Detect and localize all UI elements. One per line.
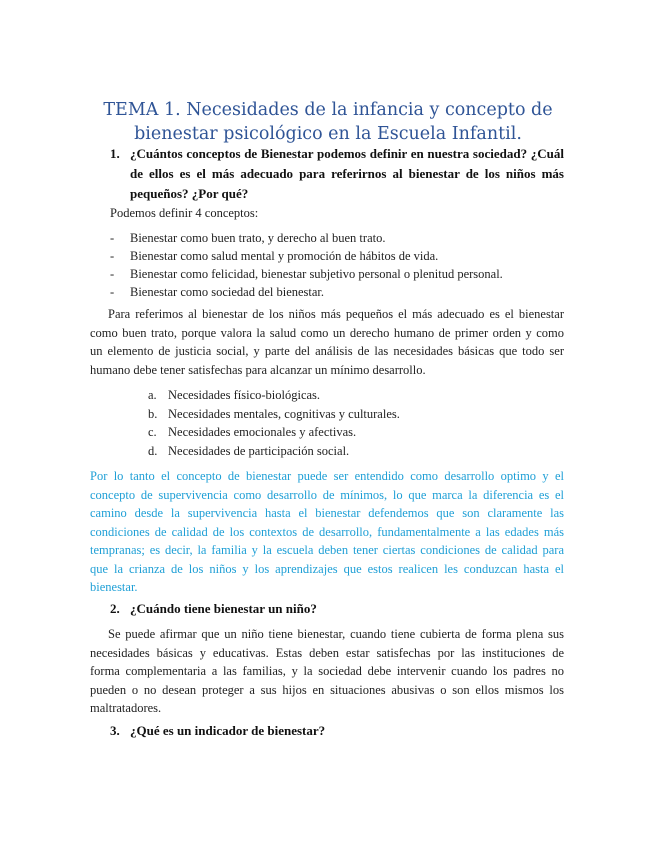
title-line-2: bienestar psicológico en la Escuela Infantil. — [134, 124, 522, 144]
paragraph-line: condiciones de calidad de los contextos de desarrollo, fundamentalmente a las edades más — [90, 524, 564, 539]
list-item — [148, 405, 400, 424]
bullet-dash: - — [110, 249, 115, 263]
paragraph-line: bienestar. — [90, 580, 138, 594]
paragraph-line: pueden o no desean proteger a sus hijos en situaciones abusivas o son ellos mismos los — [90, 682, 564, 697]
concepts-list — [110, 229, 503, 301]
need-text: Necesidades mentales, cognitivas y culturales. — [168, 406, 400, 421]
list-item — [110, 247, 503, 265]
list-marker: c. — [148, 425, 157, 439]
question-1-line: de ellos es el más adecuado para referirnos al bienestar de los niños más — [130, 166, 564, 181]
question-1-text — [130, 144, 564, 204]
list-item — [110, 265, 503, 283]
list-marker: d. — [148, 443, 158, 458]
paragraph-line: concepto de supervivencia como desarrollo de mínimos, lo que marca la diferencia es el — [90, 487, 564, 502]
paragraph-line: Para referimos al bienestar de los niños más pequeños el más adecuado es el bienestar — [108, 307, 564, 321]
needs-list — [148, 386, 400, 460]
page-title — [88, 98, 568, 146]
question-1-line: pequeños? ¿Por qué? — [130, 186, 249, 201]
question-3-number: 3. — [110, 723, 120, 738]
paragraph-line: que la crianza de los niños y los aprendizajes que estos realicen les conduzcan hasta el — [90, 561, 564, 576]
list-item — [148, 386, 400, 405]
bullet-dash: - — [110, 231, 115, 245]
paragraph-line: humano debe tener satisfechas para alcanzar un mínimo desarrollo. — [90, 362, 426, 377]
list-item — [110, 229, 503, 247]
need-text: Necesidades emocionales y afectivas. — [168, 425, 357, 439]
paragraph-line: un elemento de justicia social, y parte del análisis de las necesidades básicas que todo ser — [90, 344, 564, 358]
paragraph-buen-trato — [90, 305, 564, 379]
intro-text: Podemos definir 4 conceptos: — [110, 206, 259, 220]
list-item — [110, 283, 503, 301]
paragraph-line: camino desde la supervivencia hasta el bienestar defendemos que son claramente las — [90, 506, 564, 520]
concept-text: Bienestar como sociedad del bienestar. — [130, 285, 325, 299]
paragraph-line: necesidades básicas y educativas. Estas deben estar satisfechas por las instituciones de — [90, 645, 564, 660]
question-3-line: ¿Qué es un indicador de bienestar? — [130, 723, 326, 738]
need-text: Necesidades físico-biológicas. — [168, 388, 321, 402]
question-2-line: ¿Cuándo tiene bienestar un niño? — [130, 601, 317, 616]
paragraph-line: Por lo tanto el concepto de bienestar puede ser entendido como desarrollo optimo y el — [90, 469, 564, 483]
highlighted-paragraph — [90, 467, 564, 597]
list-item — [148, 442, 400, 461]
paragraph-line: Se puede afirmar que un niño tiene bienestar, cuando tiene cubierta de forma plena sus — [108, 627, 564, 641]
concept-text: Bienestar como felicidad, bienestar subjetivo personal o plenitud personal. — [130, 267, 503, 281]
concept-text: Bienestar como buen trato, y derecho al buen trato. — [130, 231, 386, 245]
paragraph-line: maltratadores. — [90, 701, 162, 715]
question-1-number: 1. — [110, 146, 120, 161]
question-1-line: ¿Cuántos conceptos de Bienestar podemos definir en nuestra sociedad? ¿Cuál — [130, 146, 564, 161]
paragraph-line: como buen trato, porque valora la salud como un derecho humano de primer orden y como — [90, 325, 564, 340]
question-2-number: 2. — [110, 601, 120, 616]
bullet-dash: - — [110, 285, 115, 299]
concept-text: Bienestar como salud mental y promoción de hábitos de vida. — [130, 249, 439, 263]
question-2-text — [130, 599, 564, 619]
list-item — [148, 423, 400, 442]
need-text: Necesidades de participación social. — [168, 443, 350, 458]
title-line-1: TEMA 1. Necesidades de la infancia y concepto de — [103, 100, 553, 120]
paragraph-bienestar-nino — [90, 625, 564, 718]
paragraph-line: forma complementaria a las familias, y la sociedad debe intervenir cuando los padres no — [90, 664, 564, 678]
question-3-text — [130, 721, 564, 741]
list-marker: a. — [148, 388, 157, 402]
bullet-dash: - — [110, 267, 115, 281]
paragraph-line: tempranas; es decir, la familia y la escuela deben tener ciertas condiciones de calidad para — [90, 543, 564, 557]
list-marker: b. — [148, 406, 158, 421]
